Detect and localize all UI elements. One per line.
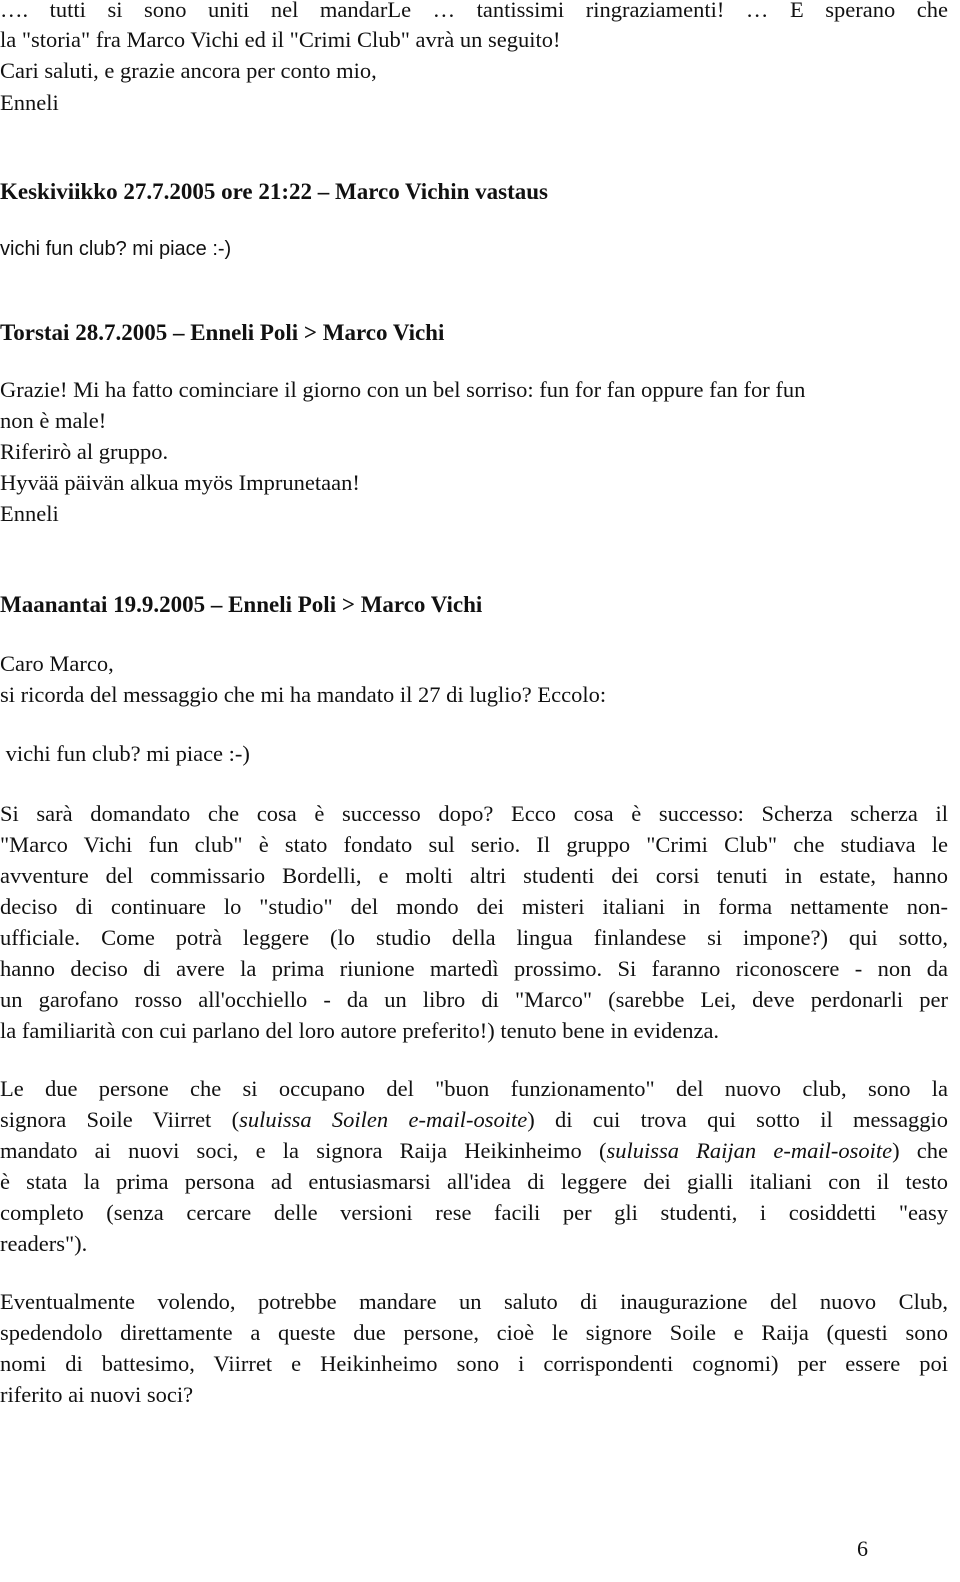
entry2-line-3: Riferirò al gruppo. <box>0 439 169 464</box>
text-span: ) di cui trova qui sotto il messaggio <box>527 1107 948 1132</box>
paragraph-1-line: ufficiale. Come potrà leggere (lo studio della lingua finlandese si impone?) qui sotto, <box>0 925 948 950</box>
paragraph-1-line: "Marco Vichi fun club" è stato fondato sul serio. Il gruppo "Crimi Club" che studiava le <box>0 832 948 857</box>
paragraph-2-line: readers"). <box>0 1231 88 1256</box>
entry2-line-2: non è male! <box>0 408 107 433</box>
paragraph-3-line: spedendolo direttamente a queste due persone, cioè le signore Soile e Raija (questi sono <box>0 1320 948 1345</box>
paragraph-1-line: avventure del commissario Bordelli, e molti altri studenti dei corsi tenuti in estate, hanno <box>0 863 948 888</box>
paragraph-2-line: è stata la prima persona ad entusiasmarsi all'idea di leggere dei gialli italiani con il testo <box>0 1169 948 1194</box>
page-number: 6 <box>857 1536 868 1561</box>
intro-line-3: Cari saluti, e grazie ancora per conto mio, <box>0 58 377 83</box>
entry2-line-1: Grazie! Mi ha fatto cominciare il giorno con un bel sorriso: fun for fan oppure fan for fun <box>0 377 806 402</box>
intro-line-1: …. tutti si sono uniti nel mandarLe … tantissimi ringraziamenti! … E sperano che <box>0 0 948 22</box>
paragraph-2-line: Le due persone che si occupano del "buon funzionamento" del nuovo club, sono la <box>0 1076 948 1101</box>
entry-heading-2: Torstai 28.7.2005 – Enneli Poli > Marco Vichi <box>0 320 445 345</box>
entry3-quote: vichi fun club? mi piace :-) <box>0 741 250 766</box>
paragraph-2-line <box>0 1137 948 1165</box>
entry2-line-4: Hyvää päivän alkua myös Imprunetaan! <box>0 470 360 495</box>
entry3-greeting: Caro Marco, <box>0 651 114 676</box>
intro-signature: Enneli <box>0 90 59 115</box>
entry-heading-3: Maanantai 19.9.2005 – Enneli Poli > Marco Vichi <box>0 592 483 617</box>
paragraph-3-line: Eventualmente volendo, potrebbe mandare un saluto di inaugurazione del nuovo Club, <box>0 1289 948 1314</box>
text-span: ) che <box>892 1138 948 1163</box>
entry-body-1: vichi fun club? mi piace :-) <box>0 238 232 260</box>
intro-line-2: la "storia" fra Marco Vichi ed il "Crimi Club" avrà un seguito! <box>0 27 561 52</box>
paragraph-1-line: Si sarà domandato che cosa è successo dopo? Ecco cosa è successo: Scherza scherza il <box>0 801 948 826</box>
paragraph-1-line: un garofano rosso all'occhiello - da un libro di "Marco" (sarebbe Lei, deve perdonarli per <box>0 987 948 1012</box>
paragraph-3-line: riferito ai nuovi soci? <box>0 1382 194 1407</box>
paragraph-3-line: nomi di battesimo, Viirret e Heikinheimo sono i corrispondenti cognomi) per essere poi <box>0 1351 948 1376</box>
text-span: signora Soile Viirret ( <box>0 1107 240 1132</box>
entry2-signature: Enneli <box>0 501 59 526</box>
email-placeholder: suluissa Raijan e-mail-osoite <box>606 1138 893 1163</box>
entry3-line-1: si ricorda del messaggio che mi ha mandato il 27 di luglio? Eccolo: <box>0 682 607 707</box>
email-placeholder: suluissa Soilen e-mail-osoite <box>239 1107 528 1132</box>
text-span: mandato ai nuovi soci, e la signora Raija Heikinheimo ( <box>0 1138 607 1163</box>
paragraph-1-line: la familiarità con cui parlano del loro autore preferito!) tenuto bene in evidenza. <box>0 1018 720 1043</box>
paragraph-2-line: completo (senza cercare delle versioni rese facili per gli studenti, i cosiddetti "easy <box>0 1200 948 1225</box>
entry-heading-1: Keskiviikko 27.7.2005 ore 21:22 – Marco Vichin vastaus <box>0 179 548 204</box>
paragraph-2-line <box>0 1106 948 1134</box>
paragraph-1-line: hanno deciso di avere la prima riunione martedì prossimo. Si faranno riconoscere - non da <box>0 956 948 981</box>
paragraph-1-line: deciso di continuare lo "studio" del mondo dei misteri italiani in forma nettamente non- <box>0 894 948 919</box>
